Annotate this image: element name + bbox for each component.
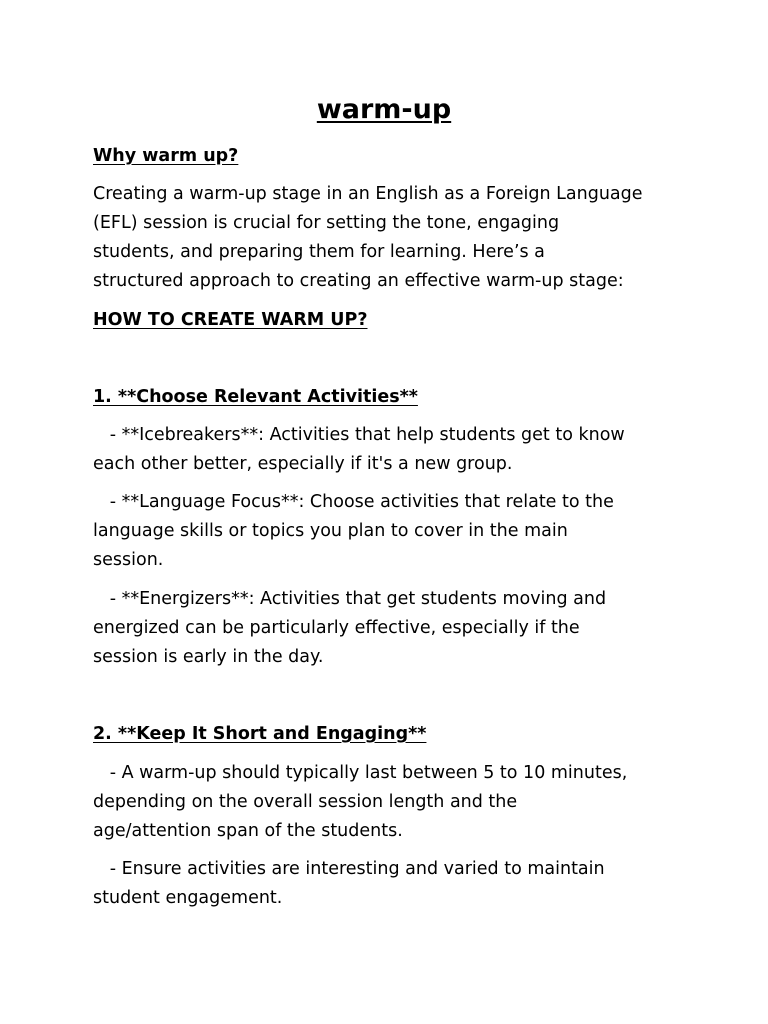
intro-line: students, and preparing them for learning. Here’s a xyxy=(93,242,545,262)
paragraph-line: session. xyxy=(93,550,164,570)
intro-line: (EFL) session is crucial for setting the tone, engaging xyxy=(93,213,560,233)
paragraph-line: student engagement. xyxy=(93,888,283,908)
section2-paragraph-engagement xyxy=(93,855,693,913)
paragraph-line: - **Language Focus**: Choose activities that relate to the xyxy=(93,492,614,512)
intro-line: Creating a warm-up stage in an English as a Foreign Language xyxy=(93,184,643,204)
paragraph-line: energized can be particularly effective, especially if the xyxy=(93,618,580,638)
paragraph-line: language skills or topics you plan to cover in the main xyxy=(93,521,568,541)
paragraph-line: each other better, especially if it's a new group. xyxy=(93,454,513,474)
section1-paragraph-icebreakers xyxy=(93,421,693,479)
section2-paragraph-duration xyxy=(93,759,693,846)
paragraph-line: session is early in the day. xyxy=(93,647,324,667)
paragraph-line: - Ensure activities are interesting and varied to maintain xyxy=(93,859,605,879)
how-heading: HOW TO CREATE WARM UP? xyxy=(93,310,368,330)
section2-heading: 2. **Keep It Short and Engaging** xyxy=(93,724,427,744)
paragraph-line: - **Icebreakers**: Activities that help students get to know xyxy=(93,425,625,445)
intro-line: structured approach to creating an effective warm-up stage: xyxy=(93,271,624,291)
intro-paragraph xyxy=(93,180,693,296)
why-heading: Why warm up? xyxy=(93,146,239,166)
paragraph-line: - A warm-up should typically last between 5 to 10 minutes, xyxy=(93,763,628,783)
section1-paragraph-language-focus xyxy=(93,488,693,575)
page-title: warm-up xyxy=(316,94,452,125)
paragraph-line: age/attention span of the students. xyxy=(93,821,403,841)
section1-paragraph-energizers xyxy=(93,585,693,672)
paragraph-line: depending on the overall session length and the xyxy=(93,792,518,812)
paragraph-line: - **Energizers**: Activities that get students moving and xyxy=(93,589,607,609)
section1-heading: 1. **Choose Relevant Activities** xyxy=(93,387,418,407)
